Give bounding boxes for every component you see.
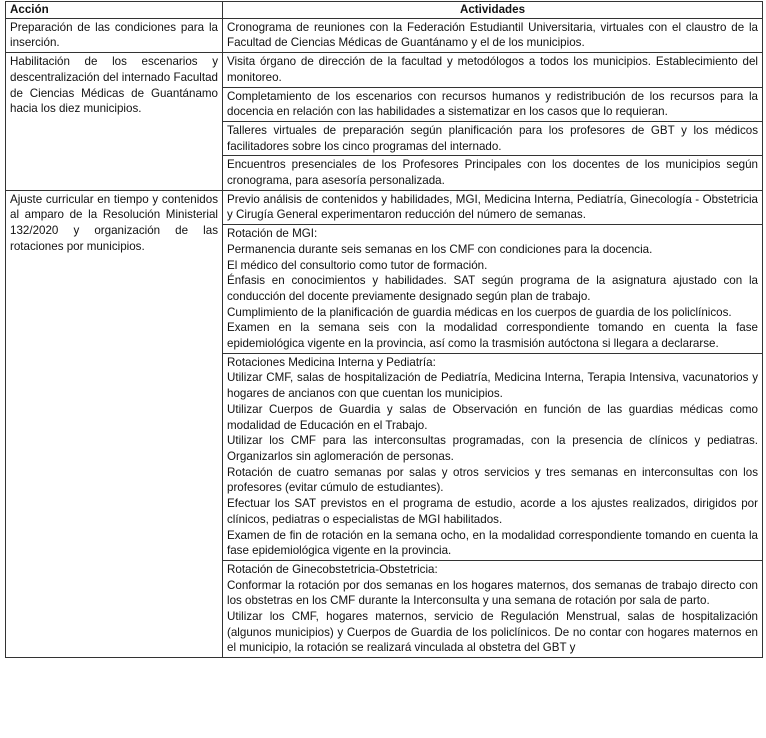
header-row <box>6 2 763 19</box>
accion-cell: Ajuste curricular en tiempo y contenidos al amparo de la Resolución Ministerial 132/2020 y organización de las rotaciones por municipios. <box>6 190 223 657</box>
actividad-line: Examen en la semana seis con la modalidad correspondiente tomando en cuenta la fase epidemiológica vigente en la provincia, así como la trasmisión autóctona si llegara a declararse. <box>227 321 758 351</box>
actividad-cell <box>223 156 763 190</box>
actividad-line: Utilizar CMF, salas de hospitalización de Pediatría, Medicina Interna, Terapia Intensiva, vacunatorios y hogares de ancianos con que cuentan los municipios. <box>227 371 758 401</box>
actividad-line: Permanencia durante seis semanas en los CMF con condiciones para la docencia. <box>227 242 653 256</box>
accion-cell: Habilitación de los escenarios y descentralización del internado Facultad de Ciencias Médicas de Guantánamo hacia los diez municipios. <box>6 53 223 191</box>
actividad-cell-gineco <box>223 560 763 657</box>
actividad-line: Cumplimiento de la planificación de guardia médicas en los cuerpos de guardia de los policlínicos. <box>227 305 732 319</box>
actividad-line: Rotación de cuatro semanas por salas y otros servicios y tres semanas en interconsultas con los profesores (evitar cúmulo de estudiantes). <box>227 465 758 495</box>
actividad-cell <box>223 87 763 121</box>
header-actividades: Actividades <box>223 2 763 19</box>
actividad-cell <box>223 18 763 52</box>
actividad-line: Previo análisis de contenidos y habilidades, MGI, Medicina Interna, Pediatría, Ginecología - Obstetricia y Cirugía General experimentaron reducción del número de semanas. <box>227 192 758 222</box>
actividad-line: Efectuar los SAT previstos en el programa de estudio, acorde a los ajustes realizados, dirigidos por clínicos, pediatras o especialistas de MGI habilitados. <box>227 497 758 526</box>
table-row <box>6 18 763 52</box>
actividad-line: Utilizar Cuerpos de Guardia y salas de Observación en función de las guardias médicas como modalidad de Educación en el Trabajo. <box>227 402 758 432</box>
rotation-heading: Rotación de MGI: <box>227 227 318 241</box>
actividad-line: Énfasis en conocimientos y habilidades. SAT según programa de la asignatura ajustado con la conducción del docente previamente designado según plan de trabajo. <box>227 274 758 303</box>
actividad-cell-mgi <box>223 225 763 354</box>
actividad-line: Utilizar los CMF para las interconsultas programadas, con la presencia de clínicos y pediatras. Organizarlos sin aglomeración de personas. <box>227 434 758 463</box>
actividad-line: Examen de fin de rotación en la semana ocho, en la modalidad correspondiente tomando en cuenta la fase epidemiológica vigente en la provincia. <box>227 528 758 558</box>
actividad-line: Talleres virtuales de preparación según planificación para los profesores de GBT y los médicos facilitadores sobre los cinco programas del internado. <box>227 123 758 153</box>
actividad-line: Cronograma de reuniones con la Federación Estudiantil Universitaria, virtuales con el claustro de la Facultad de Ciencias Médicas de Guantánamo y el de los municipios. <box>227 20 758 50</box>
actividad-cell-mi-ped <box>223 353 763 560</box>
actividad-line: Utilizar los CMF, hogares maternos, servicio de Regulación Menstrual, salas de hospitalización (algunos municipios) y Cuerpos de Guardia de los policlínicos. De no contar con hogares maternos en el municipio, la rotación se realizará vinculada al obstetra del GBT y <box>227 610 758 655</box>
accion-cell: Preparación de las condiciones para la inserción. <box>6 18 223 52</box>
actions-table <box>5 1 763 658</box>
table-row <box>6 53 763 87</box>
actividad-line: Conformar la rotación por dos semanas en los hogares maternos, dos semanas de trabajo directo con los obstetras en los CMF durante la Interconsulta y una semana de rotación por sala de parto. <box>227 578 758 608</box>
actividad-line: Visita órgano de dirección de la facultad y metodólogos a todos los municipios. Establecimiento del monitoreo. <box>227 55 758 84</box>
actividad-line: El médico del consultorio como tutor de formación. <box>227 258 488 272</box>
header-accion: Acción <box>6 2 223 19</box>
actividad-line: Completamiento de los escenarios con recursos humanos y redistribución de los recursos para la docencia en relación con las habilidades a sistematizar en los casos que lo requieran. <box>227 89 758 119</box>
rotation-heading: Rotaciones Medicina Interna y Pediatría: <box>227 355 436 369</box>
table-row <box>6 190 763 224</box>
actividad-line: Encuentros presenciales de los Profesores Principales con los docentes de los municipios según cronograma, para asesoría personalizada. <box>227 158 758 188</box>
actividad-cell <box>223 121 763 155</box>
actividad-cell <box>223 53 763 87</box>
rotation-heading: Rotación de Ginecobstetricia-Obstetricia: <box>227 562 438 576</box>
actividad-cell <box>223 190 763 224</box>
